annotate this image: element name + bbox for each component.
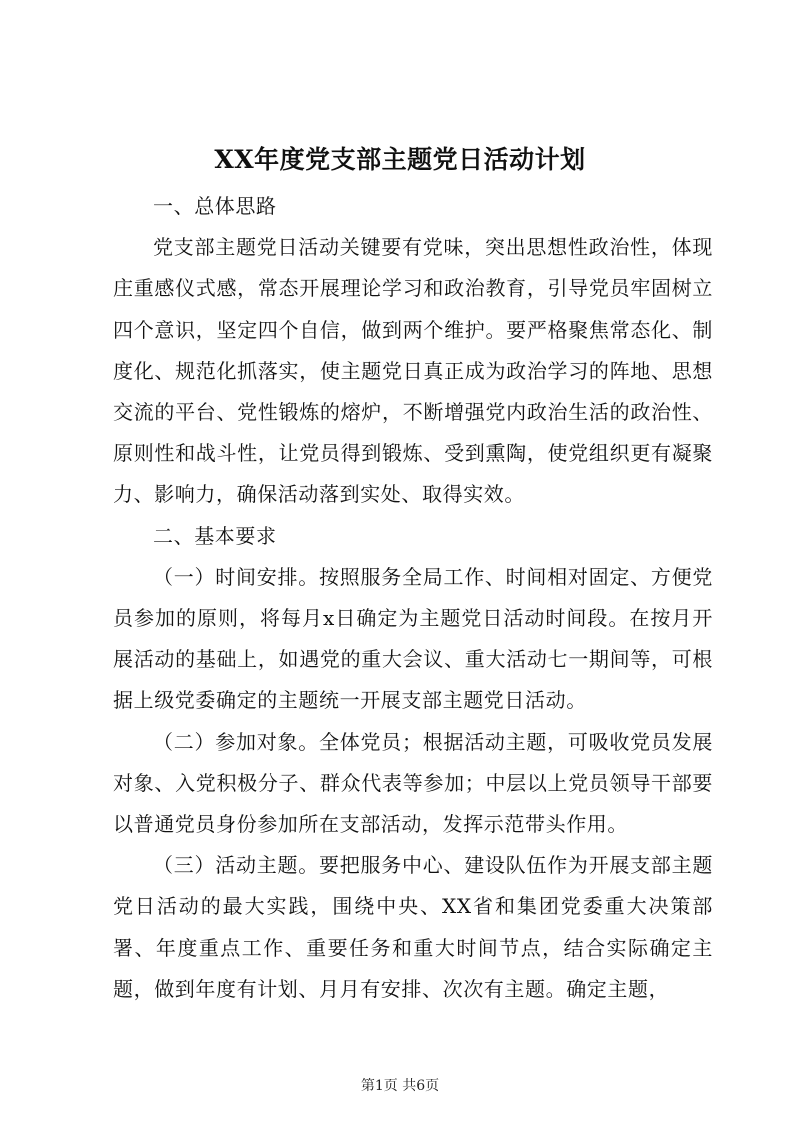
document-title: XX年度党支部主题党日活动计划	[214, 145, 586, 174]
paragraph-activity-theme: （三）活动主题。要把服务中心、建设队伍作为开展支部主题党日活动的最大实践，围绕中央、XX省和集团党委重大决策部署、年度重点工作、重要任务和重大时间节点，结合实际确定主题，做到年度有计划、月月有安排、次次有主题。确定主题，	[113, 853, 713, 1001]
section-heading-basic-requirements: 二、基本要求	[153, 523, 277, 548]
document-body	[113, 186, 713, 1010]
page-number-footer: 第1页 共6页	[360, 1078, 440, 1094]
paragraph-time-arrangement: （一）时间安排。按照服务全局工作、时间相对固定、方便党员参加的原则，将每月x日确定为主题党日活动时间段。在按月开展活动的基础上，如遇党的重大会议、重大活动七一期间等，可根据上级党委确定的主题统一开展支部主题党日活动。	[113, 564, 713, 713]
section-heading-overall-approach: 一、总体思路	[153, 194, 277, 218]
paragraph-participants: （二）参加对象。全体党员；根据活动主题，可吸收党员发展对象、入党积极分子、群众代表等参加；中层以上党员领导干部要以普通党员身份参加所在支部活动，发挥示范带头作用。	[113, 729, 713, 837]
paragraph-overall-approach: 党支部主题党日活动关键要有党味，突出思想性政治性，体现庄重感仪式感，常态开展理论学习和政治教育，引导党员牢固树立四个意识，坚定四个自信，做到两个维护。要严格聚焦常态化、制度化、规范化抓落实，使主题党日真正成为政治学习的阵地、思想交流的平台、党性锻炼的熔炉，不断增强党内政治生活的政治性、原则性和战斗性，让党员得到锻炼、受到熏陶，使党组织更有凝聚力、影响力，确保活动落到实处、取得实效。	[113, 235, 713, 507]
